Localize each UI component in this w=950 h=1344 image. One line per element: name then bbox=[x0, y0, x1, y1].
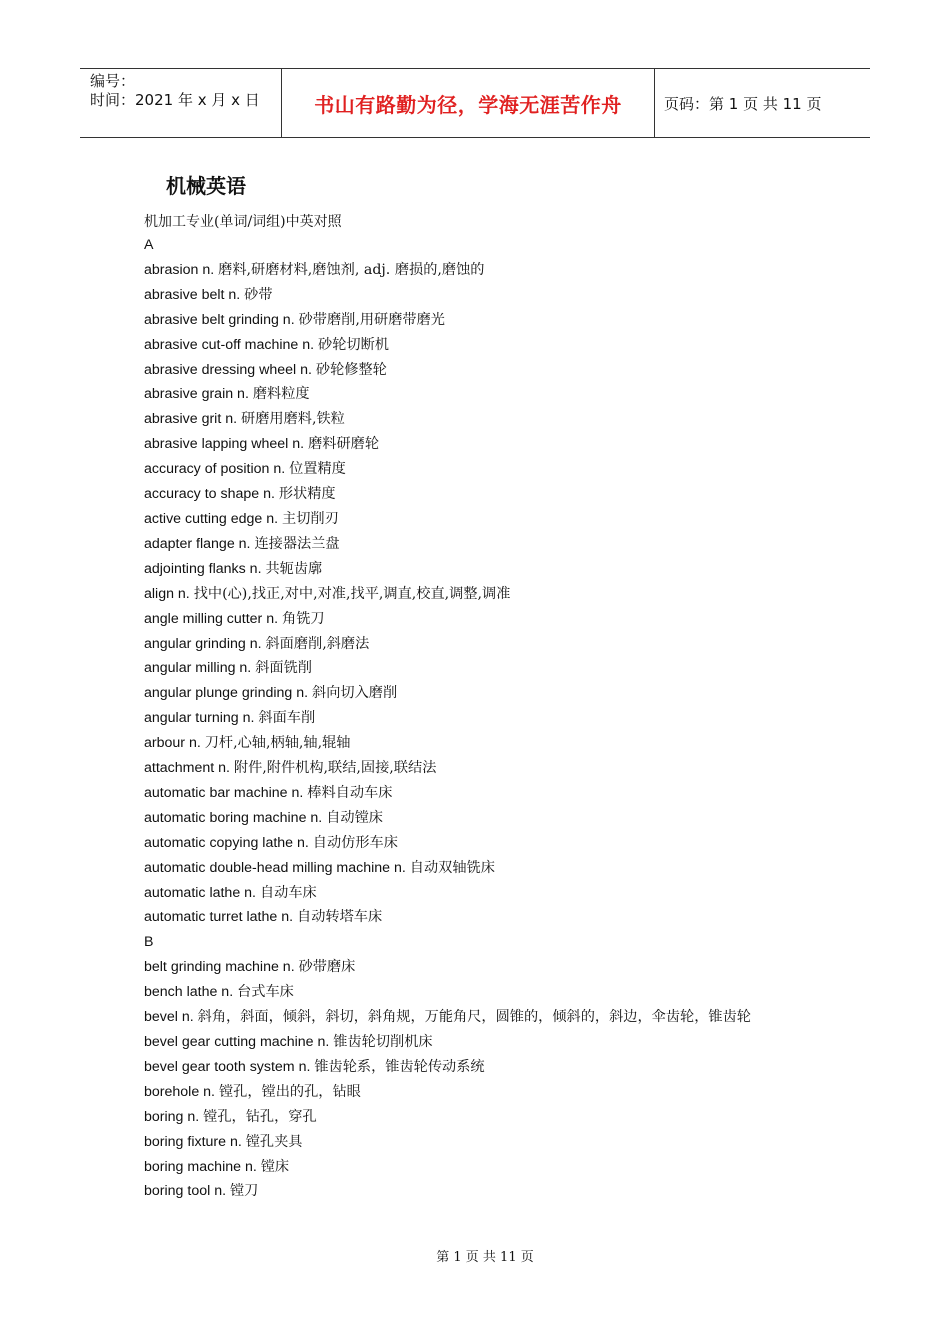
glossary-entry bbox=[144, 482, 814, 507]
motto-text: 书山有路勤为径，学海无涯苦作舟 bbox=[314, 92, 622, 117]
entry-term: belt grinding machine n. bbox=[144, 959, 299, 976]
number-label: 编号： bbox=[90, 72, 136, 90]
entry-term: angular turning n. bbox=[144, 710, 259, 727]
header-info-cell bbox=[80, 69, 282, 137]
entry-term: bevel n. bbox=[144, 1009, 198, 1026]
entry-translation: 镗刀 bbox=[229, 1183, 259, 1200]
entry-translation: 锥齿轮系，锥齿轮传动系统 bbox=[314, 1058, 485, 1075]
entry-term: automatic turret lathe n. bbox=[144, 909, 297, 926]
entry-translation: 砂轮切断机 bbox=[318, 336, 389, 353]
entry-translation: 斜面车削 bbox=[258, 710, 316, 727]
entry-term: angle milling cutter n. bbox=[144, 610, 283, 627]
section-letter-text: A bbox=[144, 237, 154, 253]
entry-term: arbour n. bbox=[144, 735, 205, 752]
glossary-entry bbox=[144, 1179, 814, 1204]
entry-translation: 棒料自动车床 bbox=[307, 784, 393, 801]
entry-term: boring machine n. bbox=[144, 1158, 261, 1175]
glossary-entry bbox=[144, 756, 814, 781]
glossary-entry bbox=[144, 382, 814, 407]
glossary-entry bbox=[144, 308, 814, 333]
entry-translation: 镗孔，镗出的孔，钻眼 bbox=[218, 1083, 361, 1100]
entry-translation: 找中(心),找正,对中,对准,找平,调直,校直,调整,调准 bbox=[193, 585, 511, 602]
entry-term: abrasive dressing wheel n. bbox=[144, 361, 316, 378]
glossary-entry bbox=[144, 681, 814, 706]
document-subtitle: 机加工专业(单词/词组)中英对照 bbox=[144, 214, 342, 230]
entry-translation: 研磨用磨料,铁粒 bbox=[241, 411, 345, 428]
entry-term: bevel gear cutting machine n. bbox=[144, 1034, 334, 1050]
entry-translation: 附件,附件机构,联结,固接,联结法 bbox=[233, 760, 437, 777]
entry-term: adapter flange n. bbox=[144, 535, 255, 552]
entry-term: automatic lathe n. bbox=[144, 884, 260, 901]
entry-term: automatic boring machine n. bbox=[144, 809, 327, 826]
entry-term: angular grinding n. bbox=[144, 635, 266, 652]
glossary-entry bbox=[144, 507, 814, 532]
section-letter bbox=[144, 233, 814, 258]
entry-term: active cutting edge n. bbox=[144, 510, 283, 527]
glossary-entry bbox=[144, 407, 814, 432]
glossary-entry bbox=[144, 1080, 814, 1105]
glossary-entry bbox=[144, 905, 814, 930]
entry-translation: 刀杆,心轴,柄轴,轴,辊轴 bbox=[204, 735, 351, 752]
entry-term: bevel gear tooth system n. bbox=[144, 1058, 315, 1075]
glossary-entry bbox=[144, 333, 814, 358]
glossary-entry bbox=[144, 731, 814, 756]
entry-translation: 砂带 bbox=[244, 286, 273, 303]
glossary-entry bbox=[144, 706, 814, 731]
time-label: 时间：2021 年 x 月 x 日 bbox=[90, 91, 260, 109]
entry-translation: 连接器法兰盘 bbox=[254, 535, 340, 552]
page-footer: 第 1 页 共 11 页 bbox=[436, 1250, 534, 1265]
entry-term: accuracy of position n. bbox=[144, 461, 290, 478]
document-title: 机械英语 bbox=[166, 174, 246, 198]
entry-term: bench lathe n. bbox=[144, 984, 238, 1001]
entry-term: angular milling n. bbox=[144, 660, 256, 677]
glossary-entry bbox=[144, 1155, 814, 1180]
glossary-entry bbox=[144, 831, 814, 856]
entry-term: attachment n. bbox=[144, 760, 234, 777]
entry-term: abrasive grit n. bbox=[144, 411, 241, 428]
entry-translation: 形状精度 bbox=[278, 486, 336, 503]
glossary-entry bbox=[144, 283, 814, 308]
entry-translation: 自动转塔车床 bbox=[297, 909, 383, 926]
entry-translation: 斜角，斜面，倾斜，斜切，斜角规，万能角尺，圆锥的，倾斜的，斜边，伞齿轮，锥齿轮 bbox=[197, 1009, 751, 1026]
entry-translation: 自动镗床 bbox=[326, 809, 383, 826]
entry-term: adjointing flanks n. bbox=[144, 560, 266, 577]
entry-translation: 镗孔夹具 bbox=[245, 1133, 303, 1150]
entry-translation: 自动双轴铣床 bbox=[409, 859, 495, 876]
glossary-entry bbox=[144, 1005, 814, 1030]
glossary-entry bbox=[144, 258, 814, 283]
glossary-entry bbox=[144, 980, 814, 1005]
glossary-entry bbox=[144, 806, 814, 831]
header-motto-cell bbox=[282, 69, 655, 137]
entry-translation: 镗床 bbox=[260, 1158, 290, 1175]
entry-term: align n. bbox=[144, 585, 194, 602]
entry-term: angular plunge grinding n. bbox=[144, 685, 313, 702]
entry-term: automatic copying lathe n. bbox=[144, 834, 313, 851]
entry-term: abrasive lapping wheel n. bbox=[144, 436, 309, 453]
entry-term: abrasion n. bbox=[144, 261, 219, 278]
glossary-entry bbox=[144, 881, 814, 906]
document-header bbox=[80, 68, 870, 138]
entry-translation: 镗孔，钻孔，穿孔 bbox=[203, 1108, 317, 1125]
entry-translation: 台式车床 bbox=[237, 984, 294, 1001]
entry-translation: 斜面磨削,斜磨法 bbox=[265, 635, 370, 652]
entry-term: accuracy to shape n. bbox=[144, 486, 279, 503]
glossary-entry bbox=[144, 1130, 814, 1155]
section-letter bbox=[144, 930, 814, 955]
page-info: 页码：第 1 页 共 11 页 bbox=[664, 94, 822, 113]
glossary-entry bbox=[144, 1105, 814, 1130]
entry-translation: 磨料粒度 bbox=[252, 386, 310, 403]
header-page-cell bbox=[655, 69, 870, 137]
entry-term: abrasive belt grinding n. bbox=[144, 311, 299, 328]
entry-term: boring fixture n. bbox=[144, 1133, 246, 1150]
glossary-entry bbox=[144, 457, 814, 482]
entry-term: automatic bar machine n. bbox=[144, 784, 308, 801]
glossary-entry bbox=[144, 781, 814, 806]
section-letter-text: B bbox=[144, 934, 154, 951]
entry-translation: 位置精度 bbox=[289, 461, 346, 478]
glossary-entry bbox=[144, 632, 814, 657]
entry-translation: 锥齿轮切削机床 bbox=[333, 1034, 433, 1050]
glossary-list bbox=[144, 233, 814, 1204]
entry-translation: 自动车床 bbox=[259, 884, 317, 901]
glossary-entry bbox=[144, 607, 814, 632]
entry-term: abrasive grain n. bbox=[144, 386, 253, 403]
glossary-entry bbox=[144, 955, 814, 980]
glossary-entry bbox=[144, 856, 814, 881]
entry-term: automatic double-head milling machine n. bbox=[144, 859, 410, 876]
glossary-entry bbox=[144, 656, 814, 681]
entry-translation: 砂轮修整轮 bbox=[315, 361, 387, 378]
glossary-entry bbox=[144, 432, 814, 457]
glossary-entry bbox=[144, 557, 814, 582]
entry-translation: 砂带磨床 bbox=[298, 959, 356, 976]
glossary-entry bbox=[144, 1030, 814, 1055]
entry-translation: 主切削刃 bbox=[282, 510, 339, 527]
entry-translation: 斜面铣削 bbox=[255, 660, 312, 677]
glossary-entry bbox=[144, 1055, 814, 1080]
entry-translation: 共轭齿廓 bbox=[265, 560, 323, 577]
entry-translation: 磨料研磨轮 bbox=[308, 436, 380, 453]
entry-term: boring n. bbox=[144, 1108, 204, 1125]
entry-translation: 磨料,研磨材料,磨蚀剂, adj. 磨损的,磨蚀的 bbox=[218, 261, 485, 278]
glossary-entry bbox=[144, 582, 814, 607]
entry-translation: 角铣刀 bbox=[282, 610, 325, 627]
entry-translation: 砂带磨削,用研磨带磨光 bbox=[298, 311, 445, 328]
entry-term: boring tool n. bbox=[144, 1183, 230, 1200]
entry-translation: 自动仿形车床 bbox=[312, 834, 398, 851]
entry-term: borehole n. bbox=[144, 1083, 219, 1100]
glossary-entry bbox=[144, 358, 814, 383]
entry-translation: 斜向切入磨削 bbox=[312, 685, 398, 702]
glossary-entry bbox=[144, 532, 814, 557]
entry-term: abrasive cut-off machine n. bbox=[144, 336, 319, 353]
entry-term: abrasive belt n. bbox=[144, 286, 245, 303]
